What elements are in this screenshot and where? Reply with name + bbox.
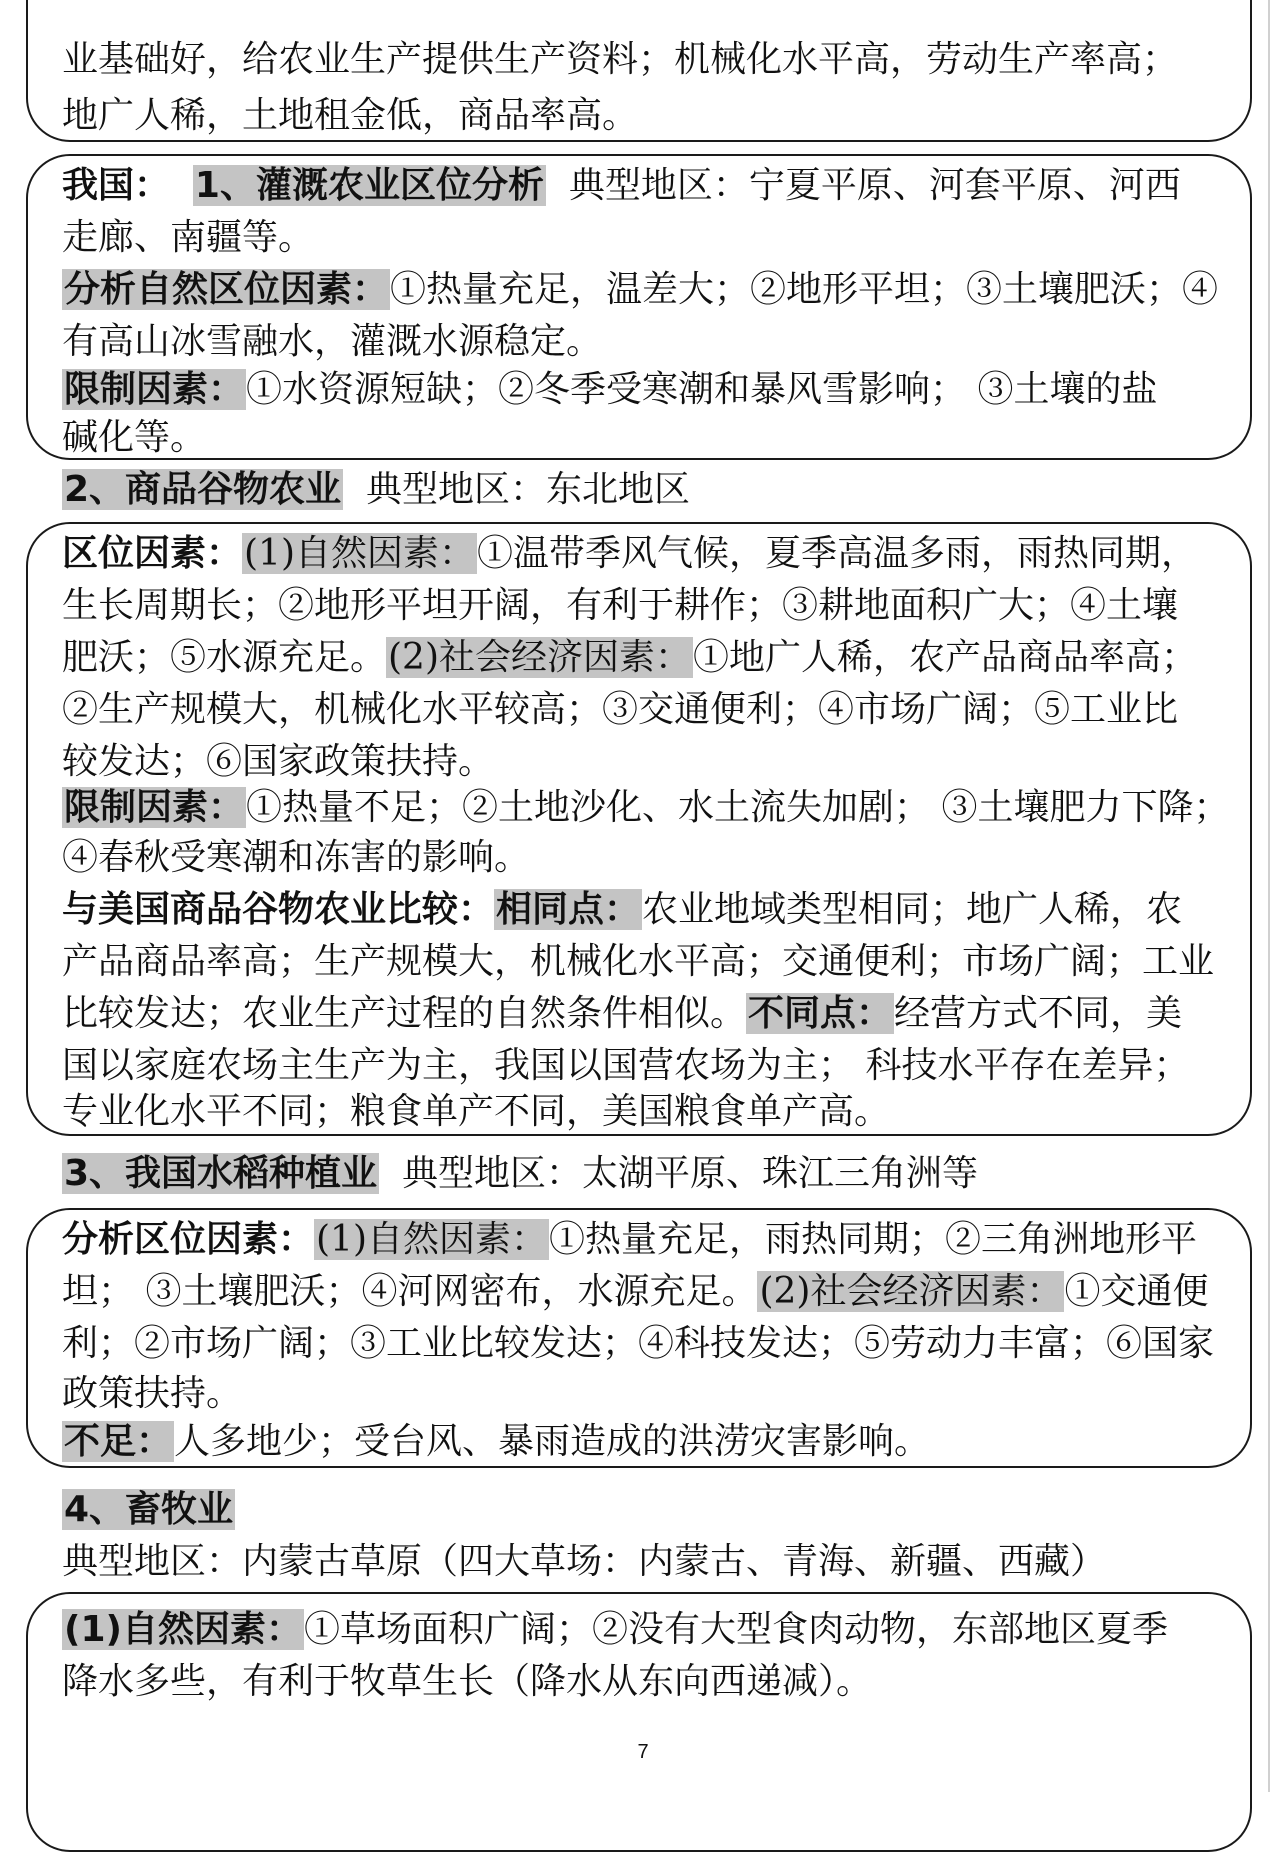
sec2-line-3 [62,632,1197,684]
sec2-line-1 [62,528,1197,580]
sec1-limit-label: 限制因素： [64,369,245,410]
sec1-prefix: 我国： [62,165,171,206]
sec4-region: 典型地区：内蒙古草原（四大草场：内蒙古、青海、新疆、西藏） [62,1541,1107,1582]
sec3-lack [62,1416,930,1468]
sec4-heading [62,1484,235,1536]
sec3-line-2 [62,1266,1208,1318]
sec3-l1-text: ①热量充足，雨热同期；②三角洲地形平 [549,1219,1198,1260]
sec2-diff-label: 不同点： [748,993,893,1034]
sec3-line-4: 政策扶持。 [62,1373,243,1414]
sec2-same-label: 相同点： [496,889,641,930]
sec4-natural-label: (1)自然因素： [64,1609,302,1650]
sec2-diff-line3: 专业化水平不同；粮食单产不同，美国粮食单产高。 [62,1091,891,1132]
sec3-l2-text: 坦； ③土壤肥沃；④河网密布，水源充足。 [62,1271,758,1312]
sec2-loc-label: 区位因素： [62,533,243,574]
sec2-heading [62,464,690,516]
sec2-limit [62,782,1229,834]
sec1-natural-line2: 有高山冰雪融水，灌溉水源稳定。 [62,321,603,362]
sec2-l3-tail: ①地广人稀，农产品商品率高； [693,637,1198,678]
sec2-social-label: (2)社会经济因素： [388,637,692,678]
sec2-natural-label: (1)自然因素： [244,533,476,574]
sec3-heading [62,1148,978,1200]
page-edge [1268,0,1270,1792]
sec3-social-label: (2)社会经济因素： [759,1271,1063,1312]
sec2-region: 典型地区：东北地区 [365,469,690,510]
sec2-same-text: 农业地域类型相同；地广人稀，农 [642,889,1183,930]
sec2-limit-label: 限制因素： [64,787,245,828]
sec3-line-1 [62,1214,1197,1266]
sec2-diff-line2: 国以家庭农场主生产为主，我国以国营农场为主； 科技水平存在差异； [62,1045,1190,1086]
sec1-natural-text: ①热量充足，温差大；②地形平坦；③土壤肥沃；④ [390,269,1219,310]
sec2-same-line2: 产品商品率高；生产规模大，机械化水平高；交通便利；市场广阔；工业 [62,941,1215,982]
sec1-limit [62,364,1157,416]
sec3-loc-label: 分析区位因素： [62,1219,315,1260]
sec2-diff [62,988,1182,1040]
sec3-title: 3、我国水稻种植业 [64,1153,378,1194]
sec2-compare-label: 与美国商品谷物农业比较： [62,889,495,930]
sec1-limit-text: ①水资源短缺；②冬季受寒潮和暴风雪影响； ③土壤的盐 [246,369,1158,410]
sec2-line-5: 较发达；⑥国家政策扶持。 [62,741,495,782]
sec2-diff-text: 经营方式不同，美 [894,993,1183,1034]
sec3-line-3: 利；②市场广阔；③工业比较发达；④科技发达；⑤劳动力丰富；⑥国家 [62,1323,1215,1364]
sec3-l2-tail: ①交通便 [1064,1271,1209,1312]
sec2-limit-text: ①热量不足；②土地沙化、水土流失加剧； ③土壤肥力下降； [246,787,1230,828]
sec3-lack-label: 不足： [64,1421,173,1462]
sec1-heading [62,160,1181,212]
sec2-compare [62,884,1182,936]
sec2-same-line3: 比较发达；农业生产过程的自然条件相似。 [62,993,747,1034]
sec1-title: 1、灌溉农业区位分析 [194,165,544,206]
sec3-lack-text: 人多地少；受台风、暴雨造成的洪涝灾害影响。 [174,1421,931,1462]
page-number: 7 [637,1741,649,1763]
sec1-region-line2: 走廊、南疆等。 [62,217,315,258]
top-line-2: 地广人稀，土地租金低，商品率高。 [62,95,639,136]
sec4-line-1 [62,1604,1168,1656]
top-line-1: 业基础好，给农业生产提供生产资料；机械化水平高，劳动生产率高； [62,39,1179,80]
sec1-natural [62,264,1218,316]
sec1-limit-line2: 碱化等。 [62,417,207,458]
sec1-natural-label: 分析自然区位因素： [64,269,389,310]
sec2-limit-line2: ④春秋受寒潮和冻害的影响。 [62,837,531,878]
sec2-l3-text: 肥沃；⑤水源充足。 [62,637,387,678]
sec1-region: 典型地区：宁夏平原、河套平原、河西 [568,165,1181,206]
sec4-l1-text: ①草场面积广阔；②没有大型食肉动物，东部地区夏季 [303,1609,1168,1650]
sec3-natural-label: (1)自然因素： [316,1219,548,1260]
sec2-line-2: 生长周期长；②地形平坦开阔，有利于耕作；③耕地面积广大；④土壤 [62,585,1179,626]
sec4-line-2: 降水多些，有利于牧草生长（降水从东向西递减）。 [62,1661,873,1702]
sec2-title: 2、商品谷物农业 [64,469,342,510]
sec4-title: 4、畜牧业 [64,1489,234,1530]
sec2-l1-text: ①温带季风气候，夏季高温多雨，雨热同期， [477,533,1198,574]
sec2-line-4: ②生产规模大，机械化水平较高；③交通便利；④市场广阔；⑤工业比 [62,689,1179,730]
sec3-region: 典型地区：太湖平原、珠江三角洲等 [401,1153,978,1194]
